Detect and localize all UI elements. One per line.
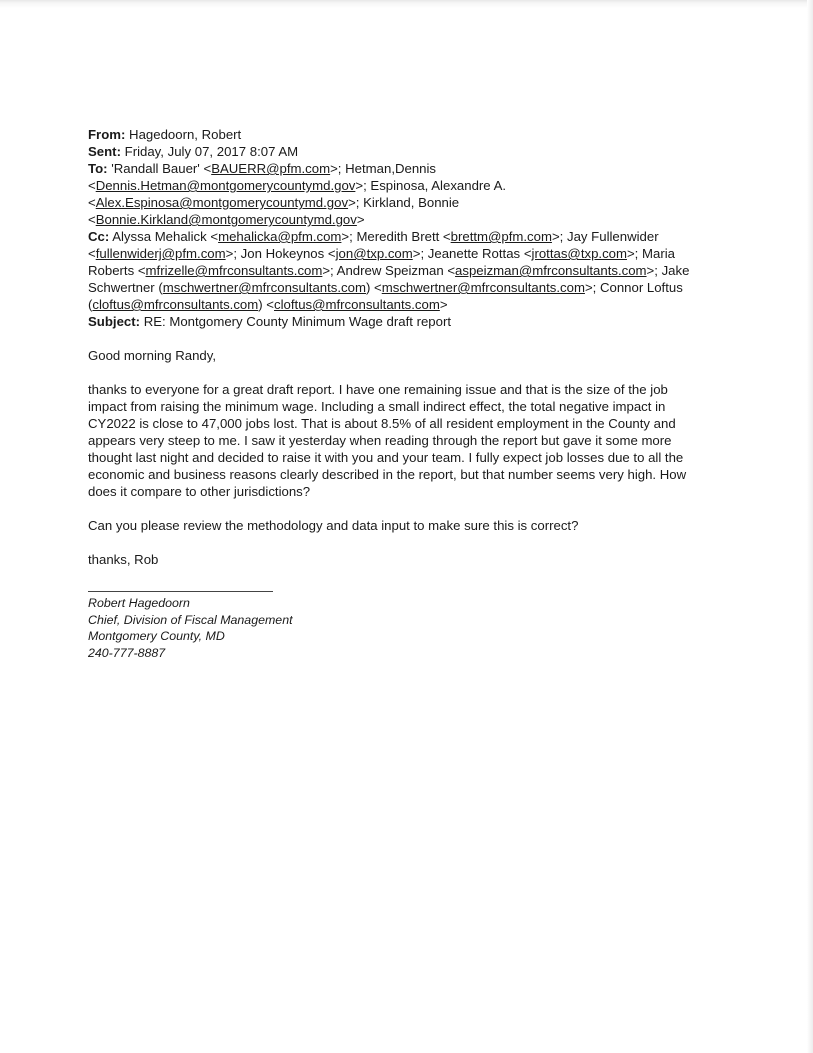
- cc-label: Cc:: [88, 229, 110, 244]
- body-line: thanks to everyone for a great draft report. I have one remaining issue and that is the size of the job: [88, 382, 668, 397]
- email-link-aspeizman[interactable]: aspeizman@mfrconsultants.com: [455, 263, 647, 278]
- cc-line-5: (cloftus@mfrconsultants.com) <cloftus@mfrconsultants.com>: [88, 297, 448, 312]
- email-link-mehalicka[interactable]: mehalicka@pfm.com: [218, 229, 342, 244]
- sent-line: [88, 143, 710, 160]
- email-link-mschwertner-2[interactable]: mschwertner@mfrconsultants.com: [381, 280, 585, 295]
- scan-edge-right: [807, 0, 813, 1053]
- email-printout: [88, 126, 710, 661]
- email-link-bauerr[interactable]: BAUERR@pfm.com: [211, 161, 331, 176]
- body-line: appears very steep to me. I saw it yesterday when reading through the report but gave it some more: [88, 433, 672, 448]
- scan-edge-top: [0, 0, 813, 8]
- email-link-mfrizelle[interactable]: mfrizelle@mfrconsultants.com: [145, 263, 323, 278]
- cc-line-2: <fullenwiderj@pfm.com>; Jon Hokeynos <jon@txp.com>; Jeanette Rottas <jrottas@txp.com>; Maria: [88, 246, 675, 261]
- sent-value: Friday, July 07, 2017 8:07 AM: [124, 144, 299, 159]
- email-link-jrottas[interactable]: jrottas@txp.com: [531, 246, 627, 261]
- cc-line-3: Roberts <mfrizelle@mfrconsultants.com>; Andrew Speizman <aspeizman@mfrconsultants.com>; Jake: [88, 263, 690, 278]
- to-line-3: <Alex.Espinosa@montgomerycountymd.gov>; Kirkland, Bonnie: [88, 195, 460, 210]
- sent-label: Sent:: [88, 144, 121, 159]
- signature-phone: 240-777-8887: [88, 645, 166, 660]
- from-line: [88, 126, 710, 143]
- email-link-espinosa[interactable]: Alex.Espinosa@montgomerycountymd.gov: [95, 195, 349, 210]
- subject-label: Subject:: [88, 314, 141, 329]
- subject-value: RE: Montgomery County Minimum Wage draft report: [143, 314, 452, 329]
- body-paragraph-2: Can you please review the methodology and data input to make sure this is correct?: [88, 518, 579, 533]
- email-link-hetman[interactable]: Dennis.Hetman@montgomerycountymd.gov: [95, 178, 356, 193]
- signature-name: Robert Hagedoorn: [88, 596, 190, 610]
- cc-line-4: Schwertner (mschwertner@mfrconsultants.com) <mschwertner@mfrconsultants.com>; Connor Loftus: [88, 280, 683, 295]
- greeting: Good morning Randy,: [88, 348, 217, 363]
- email-link-mschwertner-1[interactable]: mschwertner@mfrconsultants.com: [162, 280, 366, 295]
- email-link-cloftus-2[interactable]: cloftus@mfrconsultants.com: [274, 297, 440, 312]
- signature-block: [88, 595, 710, 661]
- signature-title: Chief, Division of Fiscal Management: [88, 612, 293, 627]
- from-label: From:: [88, 127, 126, 142]
- body-paragraph-1: [88, 381, 710, 500]
- email-link-jon[interactable]: jon@txp.com: [335, 246, 413, 261]
- body-line: thought last night and decided to raise it with you and your team. I fully expect job losses due to all the: [88, 450, 684, 465]
- email-link-cloftus-1[interactable]: cloftus@mfrconsultants.com: [92, 297, 259, 312]
- body-line: CY2022 is close to 47,000 jobs lost. That is about 8.5% of all resident employment in the County and: [88, 416, 676, 431]
- email-link-fullenwiderj[interactable]: fullenwiderj@pfm.com: [95, 246, 226, 261]
- to-line-2: <Dennis.Hetman@montgomerycountymd.gov>; Espinosa, Alexandre A.: [88, 178, 507, 193]
- closing: thanks, Rob: [88, 552, 159, 567]
- signature-divider: [88, 591, 273, 592]
- from-value: Hagedoorn, Robert: [129, 127, 242, 142]
- to-label: To:: [88, 161, 108, 176]
- body-line: economic and business reasons clearly described in the report, but that number seems very high. How: [88, 467, 687, 482]
- email-link-kirkland[interactable]: Bonnie.Kirkland@montgomerycountymd.gov: [95, 212, 357, 227]
- signature-org: Montgomery County, MD: [88, 629, 225, 643]
- body-line: impact from raising the minimum wage. Including a small indirect effect, the total negative impact in: [88, 399, 666, 414]
- to-line-4: <Bonnie.Kirkland@montgomerycountymd.gov>: [88, 212, 365, 227]
- cc-line-1: Cc: Alyssa Mehalick <mehalicka@pfm.com>; Meredith Brett <brettm@pfm.com>; Jay Fullenwider: [88, 229, 659, 244]
- to-line-1: To: 'Randall Bauer' <BAUERR@pfm.com>; Hetman,Dennis: [88, 161, 437, 176]
- body-line: does it compare to other jurisdictions?: [88, 484, 311, 499]
- email-link-brettm[interactable]: brettm@pfm.com: [450, 229, 552, 244]
- subject-line: [88, 313, 710, 330]
